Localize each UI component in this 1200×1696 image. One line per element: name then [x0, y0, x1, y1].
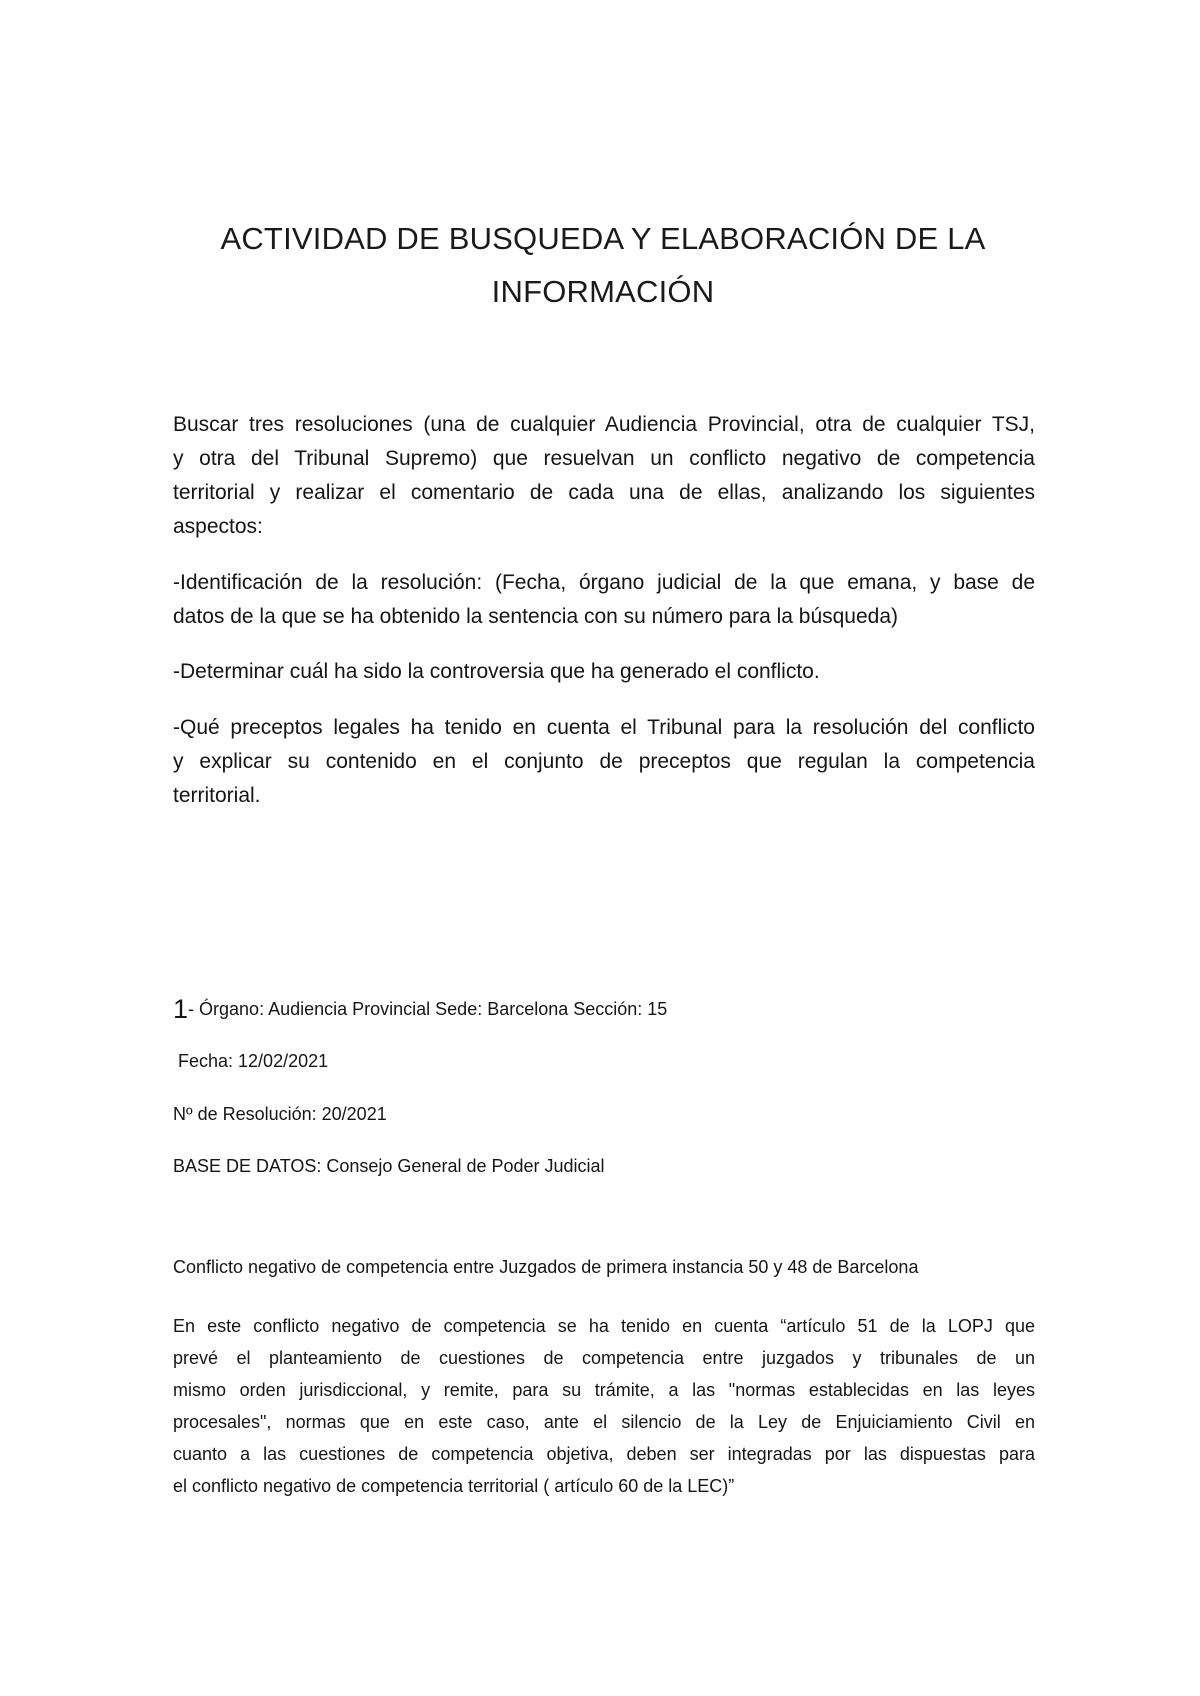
requirement-line: -Determinar cuál ha sido la controversia que ha generado el conflicto. [173, 660, 820, 683]
instructions-intro [173, 408, 1035, 544]
title-line-1: ACTIVIDAD DE BUSQUEDA Y ELABORACIÓN DE LA [220, 221, 986, 256]
case-topic: Conflicto negativo de competencia entre Juzgados de primera instancia 50 y 48 de Barcelona [173, 1257, 919, 1277]
comment-line: prevé el planteamiento de cuestiones de competencia entre juzgados y tribunales de un [173, 1348, 1035, 1368]
intro-line: aspectos: [173, 515, 263, 538]
requirement-legal-precepts [173, 711, 1035, 813]
case-database: BASE DE DATOS: Consejo General de Poder Judicial [173, 1156, 605, 1176]
case-number: 1 [173, 994, 189, 1024]
comment-line: procesales", normas que en este caso, ante el silencio de la Ley de Enjuiciamiento Civil en [173, 1412, 1035, 1432]
case-resolution-number: Nº de Resolución: 20/2021 [173, 1104, 387, 1124]
document-title [173, 212, 1033, 318]
case-organ [173, 994, 1053, 1025]
requirement-line: datos de la que se ha obtenido la sentencia con su número para la búsqueda) [173, 605, 899, 628]
requirement-identification [173, 566, 1035, 634]
case-comment [173, 1310, 1035, 1502]
comment-line: el conflicto negativo de competencia territorial ( artículo 60 de la LEC)” [173, 1476, 735, 1496]
requirement-line: -Identificación de la resolución: (Fecha, órgano judicial de la que emana, y base de [173, 571, 1035, 594]
intro-line: y otra del Tribunal Supremo) que resuelvan un conflicto negativo de competencia [173, 447, 1035, 470]
intro-line: Buscar tres resoluciones (una de cualquier Audiencia Provincial, otra de cualquier TSJ, [173, 413, 1035, 436]
title-line-2: INFORMACIÓN [491, 274, 715, 309]
comment-line: mismo orden jurisdiccional, y remite, para su trámite, a las "normas establecidas en las leyes [173, 1380, 1035, 1400]
requirement-controversy [173, 655, 1035, 689]
case-date: Fecha: 12/02/2021 [178, 1051, 329, 1071]
requirement-line: territorial. [173, 784, 261, 807]
requirement-line: -Qué preceptos legales ha tenido en cuenta el Tribunal para la resolución del conflicto [173, 716, 1035, 739]
requirement-line: y explicar su contenido en el conjunto de preceptos que regulan la competencia [173, 750, 1035, 773]
case-organ-text: - Órgano: Audiencia Provincial Sede: Barcelona Sección: 15 [188, 999, 668, 1019]
comment-line: En este conflicto negativo de competencia se ha tenido en cuenta “artículo 51 de la LOPJ que [173, 1316, 1035, 1336]
intro-line: territorial y realizar el comentario de cada una de ellas, analizando los siguientes [173, 481, 1035, 504]
comment-line: cuanto a las cuestiones de competencia objetiva, deben ser integradas por las dispuestas para [173, 1444, 1035, 1464]
